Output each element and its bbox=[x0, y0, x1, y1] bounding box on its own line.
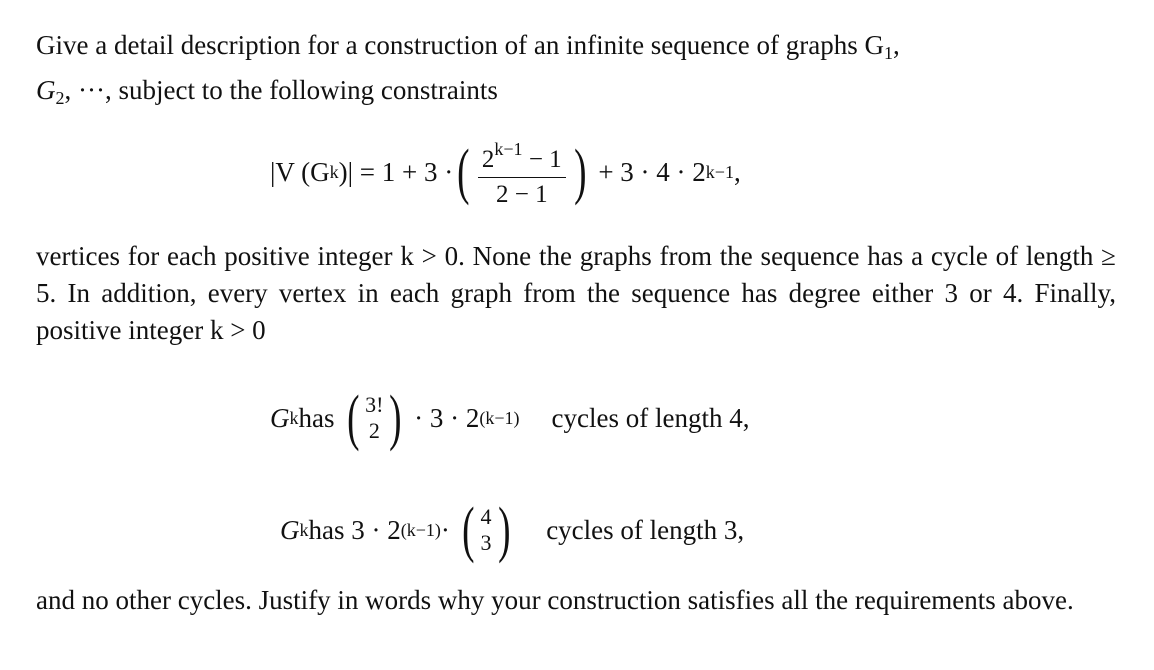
eq1-denominator: 2 − 1 bbox=[495, 181, 548, 208]
eq1-num-tail: − 1 bbox=[522, 146, 562, 173]
eq2-g: G bbox=[270, 402, 290, 433]
eq3-dot: · bbox=[440, 514, 450, 545]
g2-symbol: G bbox=[36, 75, 56, 105]
left-paren: ( bbox=[457, 138, 470, 206]
intro-text-end: , ···, subject to the following constraints bbox=[64, 75, 498, 105]
eq1-num-sup: k−1 bbox=[494, 139, 523, 159]
eq3-left-paren: ( bbox=[462, 496, 475, 564]
eq2-binomial bbox=[365, 392, 383, 444]
eq3-right-paren: ) bbox=[497, 496, 511, 564]
eq3-tail: cycles of length 3, bbox=[546, 514, 745, 545]
eq1-lhs-end: )| = 1 + 3 · bbox=[338, 156, 454, 187]
eq1-numerator bbox=[478, 134, 566, 178]
eq2-mid: · 3 · 2 bbox=[414, 402, 480, 433]
eq1-lhs-sub: k bbox=[329, 161, 339, 182]
eq1-fraction bbox=[478, 134, 566, 210]
eq1-lhs: |V (G bbox=[270, 156, 330, 187]
eq2-binom-bottom: 2 bbox=[368, 418, 380, 443]
vertex-count-equation bbox=[270, 132, 741, 212]
eq3-has-sup: (k−1) bbox=[400, 519, 441, 540]
eq1-num-base: 2 bbox=[481, 146, 495, 173]
eq2-right-paren: ) bbox=[389, 384, 403, 452]
eq2-mid-sup: (k−1) bbox=[479, 407, 520, 428]
subscript-1: 1 bbox=[883, 43, 893, 63]
four-cycle-statement bbox=[270, 378, 749, 458]
eq2-has: has bbox=[298, 402, 335, 433]
eq1-rhs-sup: k−1 bbox=[705, 161, 734, 182]
eq3-binomial bbox=[481, 504, 492, 556]
eq3-binom-bottom: 3 bbox=[480, 530, 492, 555]
eq3-g: G bbox=[280, 514, 300, 545]
constraints-paragraph: vertices for each positive integer k > 0. None the graphs from the sequence has a cycle of length ≥ 5. In addition, every vertex in each graph from the sequence has degree either 3 or 4. Finally, positive integer k > 0 bbox=[36, 241, 1116, 345]
eq3-g-sub: k bbox=[299, 519, 309, 540]
eq3-has: has 3 · 2 bbox=[308, 514, 401, 545]
closing-paragraph: and no other cycles. Justify in words why your construction satisfies all the requirements above. bbox=[36, 585, 1074, 615]
eq1-rhs: + 3 · 4 · 2 bbox=[598, 156, 706, 187]
eq2-g-sub: k bbox=[289, 407, 299, 428]
eq3-binom-top: 4 bbox=[480, 504, 492, 529]
eq2-binom-top: 3! bbox=[365, 392, 384, 417]
three-cycle-statement bbox=[280, 490, 744, 570]
eq2-left-paren: ( bbox=[346, 384, 360, 452]
intro-paragraph: Give a detail description for a construction of an infinite sequence of graphs $G_1$, $G_2$, ···, subject to the following constraints bbox=[36, 30, 900, 108]
intro-text: Give a detail description for a construction of an infinite sequence of graphs G bbox=[36, 30, 884, 60]
eq1-rhs-end: , bbox=[733, 156, 741, 187]
right-paren: ) bbox=[573, 138, 587, 206]
subscript-2: 2 bbox=[55, 88, 65, 108]
eq2-tail: cycles of length 4, bbox=[551, 402, 750, 433]
